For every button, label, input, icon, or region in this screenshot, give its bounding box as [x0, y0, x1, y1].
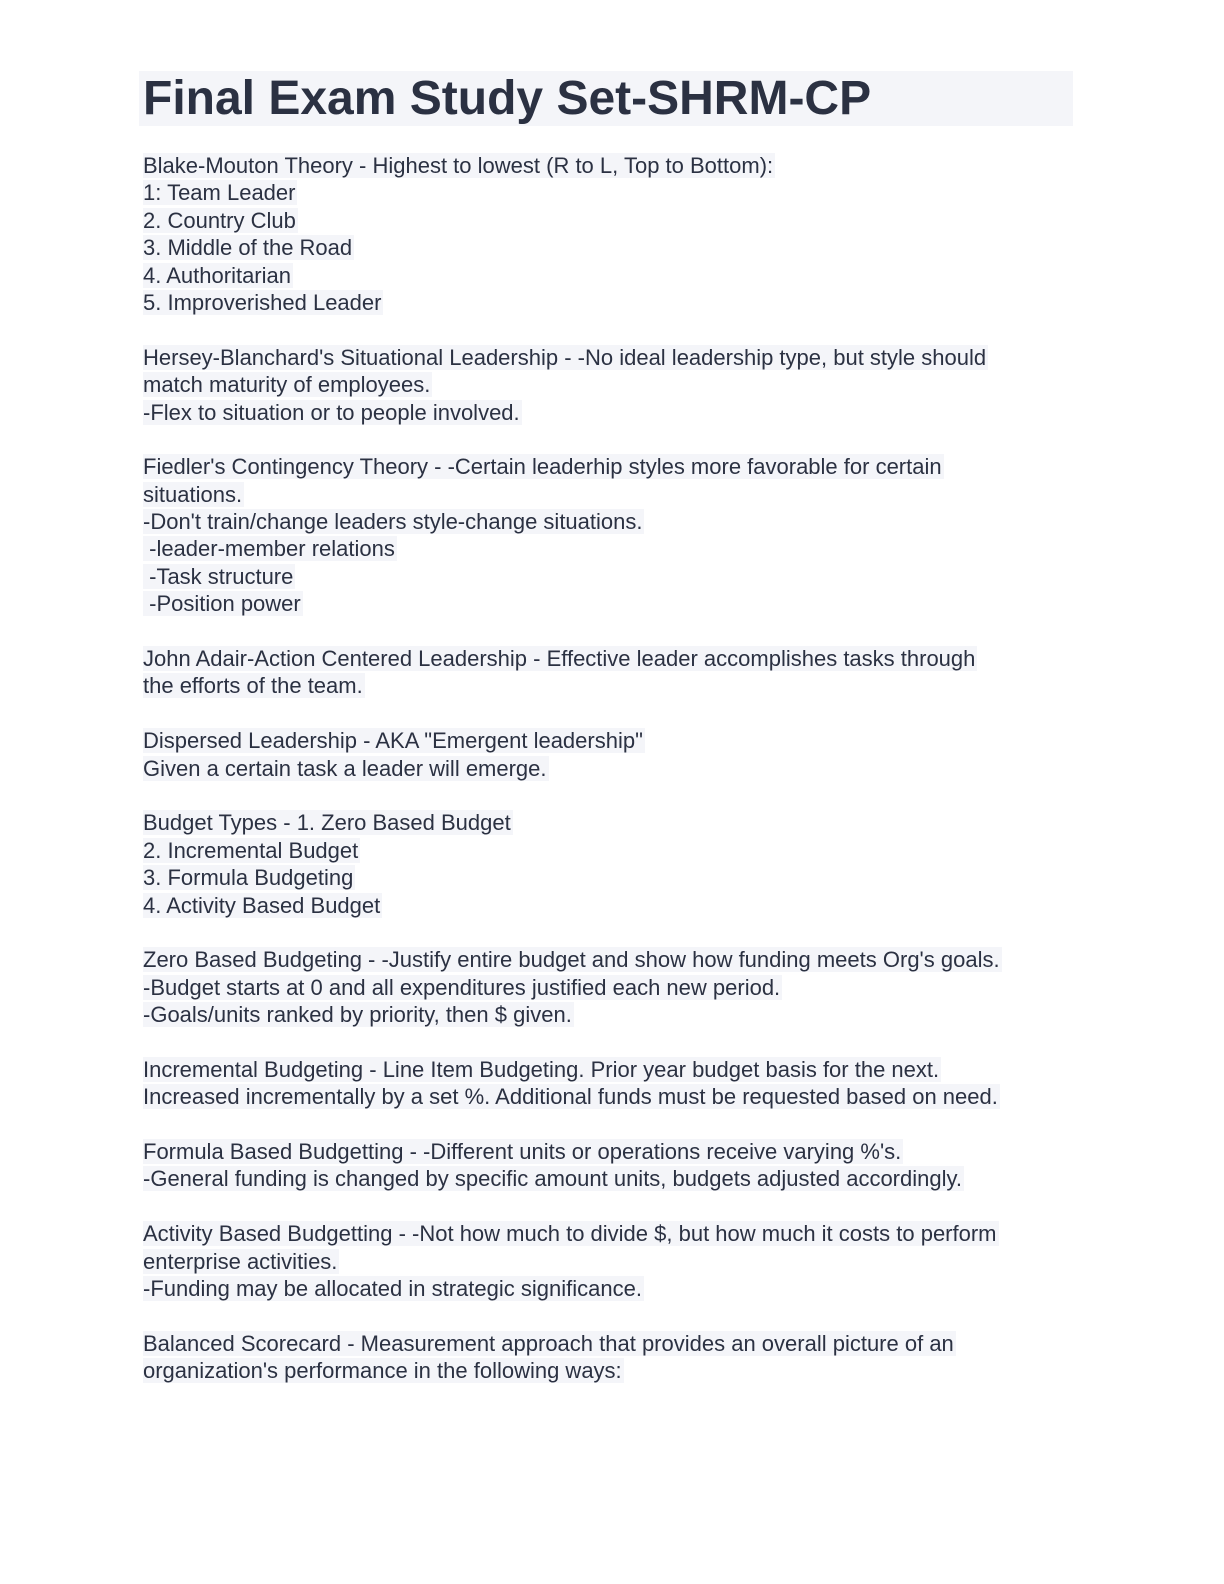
entry-line — [143, 453, 1083, 480]
study-entry — [143, 1056, 1083, 1111]
entry-line — [143, 371, 1083, 398]
study-entry — [143, 946, 1083, 1028]
entry-line — [143, 864, 1083, 891]
entry-line-text: 2. Incremental Budget — [143, 837, 359, 863]
entry-line-text: Given a certain task a leader will emerge. — [143, 755, 547, 781]
study-entry — [143, 152, 1083, 316]
entry-line — [143, 508, 1083, 535]
entry-line — [143, 892, 1083, 919]
entry-line-text: 3. Formula Budgeting — [143, 865, 354, 891]
entry-line-text: -Funding may be allocated in strategic significance. — [143, 1276, 642, 1302]
entry-line-text: -Budget starts at 0 and all expenditures justified each new period. — [143, 974, 781, 1000]
study-entry — [143, 1220, 1083, 1302]
entry-line-text: -leader-member relations — [143, 536, 395, 562]
entry-line-text: -General funding is changed by specific amount units, budgets adjusted accordingly. — [143, 1166, 962, 1192]
page-title: Final Exam Study Set-SHRM-CP — [143, 72, 872, 125]
entry-line — [143, 1001, 1083, 1028]
entry-line-text: 2. Country Club — [143, 207, 296, 233]
entry-line-text: Activity Based Budgetting - -Not how much to divide $, but how much it costs to perform — [143, 1221, 997, 1247]
entry-line-text: enterprise activities. — [143, 1248, 338, 1274]
entry-line-text: Dispersed Leadership - AKA "Emergent leadership" — [143, 728, 643, 754]
entry-line-text: 5. Improverished Leader — [143, 289, 382, 315]
study-entry — [143, 1138, 1083, 1193]
entry-line — [143, 809, 1083, 836]
study-entry — [143, 453, 1083, 617]
entry-line — [143, 1056, 1083, 1083]
entry-line-text: Incremental Budgeting - Line Item Budgeting. Prior year budget basis for the next. — [143, 1056, 940, 1082]
entry-line — [143, 672, 1083, 699]
study-set-content — [143, 152, 1083, 1412]
entry-line-text: Balanced Scorecard - Measurement approach that provides an overall picture of an — [143, 1330, 954, 1356]
entry-line — [143, 207, 1083, 234]
entry-line-text: Zero Based Budgeting - -Justify entire budget and show how funding meets Org's goals. — [143, 947, 1000, 973]
entry-line-text: situations. — [143, 481, 243, 507]
entry-line — [143, 1248, 1083, 1275]
study-entry — [143, 344, 1083, 426]
study-entry — [143, 809, 1083, 919]
entry-line — [143, 152, 1083, 179]
entry-line-text: 1: Team Leader — [143, 180, 296, 206]
entry-line — [143, 563, 1083, 590]
entry-line — [143, 1330, 1083, 1357]
entry-line-text: -Position power — [143, 591, 301, 617]
entry-line — [143, 344, 1083, 371]
entry-line-text: -Don't train/change leaders style-change situations. — [143, 509, 643, 535]
entry-line-text: match maturity of employees. — [143, 372, 431, 398]
entry-line — [143, 234, 1083, 261]
entry-line-text: Hersey-Blanchard's Situational Leadership - -No ideal leadership type, but style should — [143, 344, 987, 370]
entry-line-text: Formula Based Budgetting - -Different units or operations receive varying %'s. — [143, 1139, 902, 1165]
entry-line — [143, 1275, 1083, 1302]
entry-line-text: 4. Activity Based Budget — [143, 892, 381, 918]
entry-line-text: -Goals/units ranked by priority, then $ given. — [143, 1002, 572, 1028]
entry-line-text: -Flex to situation or to people involved. — [143, 399, 520, 425]
entry-line — [143, 289, 1083, 316]
entry-line-text: 4. Authoritarian — [143, 262, 291, 288]
entry-line-text: the efforts of the team. — [143, 673, 363, 699]
entry-line — [143, 755, 1083, 782]
entry-line — [143, 727, 1083, 754]
entry-line-text: Budget Types - 1. Zero Based Budget — [143, 810, 511, 836]
entry-line — [143, 837, 1083, 864]
entry-line — [143, 1220, 1083, 1247]
entry-line — [143, 481, 1083, 508]
entry-line-text: 3. Middle of the Road — [143, 235, 353, 261]
entry-line — [143, 399, 1083, 426]
entry-line — [143, 262, 1083, 289]
entry-line — [143, 946, 1083, 973]
entry-line-text: Fiedler's Contingency Theory - -Certain leaderhip styles more favorable for certain — [143, 454, 942, 480]
study-entry — [143, 645, 1083, 700]
entry-line — [143, 1165, 1083, 1192]
entry-line — [143, 645, 1083, 672]
entry-line-text: John Adair-Action Centered Leadership - Effective leader accomplishes tasks through — [143, 646, 976, 672]
entry-line — [143, 590, 1083, 617]
entry-line — [143, 1138, 1083, 1165]
entry-line-text: Increased incrementally by a set %. Additional funds must be requested based on need. — [143, 1084, 998, 1110]
entry-line — [143, 535, 1083, 562]
entry-line-text: -Task structure — [143, 563, 294, 589]
entry-line-text: organization's performance in the following ways: — [143, 1358, 622, 1384]
entry-line — [143, 1083, 1083, 1110]
entry-line — [143, 974, 1083, 1001]
study-entry — [143, 1330, 1083, 1385]
study-entry — [143, 727, 1083, 782]
entry-line-text: Blake-Mouton Theory - Highest to lowest (R to L, Top to Bottom): — [143, 153, 774, 178]
entry-line — [143, 1357, 1083, 1384]
entry-line — [143, 179, 1083, 206]
